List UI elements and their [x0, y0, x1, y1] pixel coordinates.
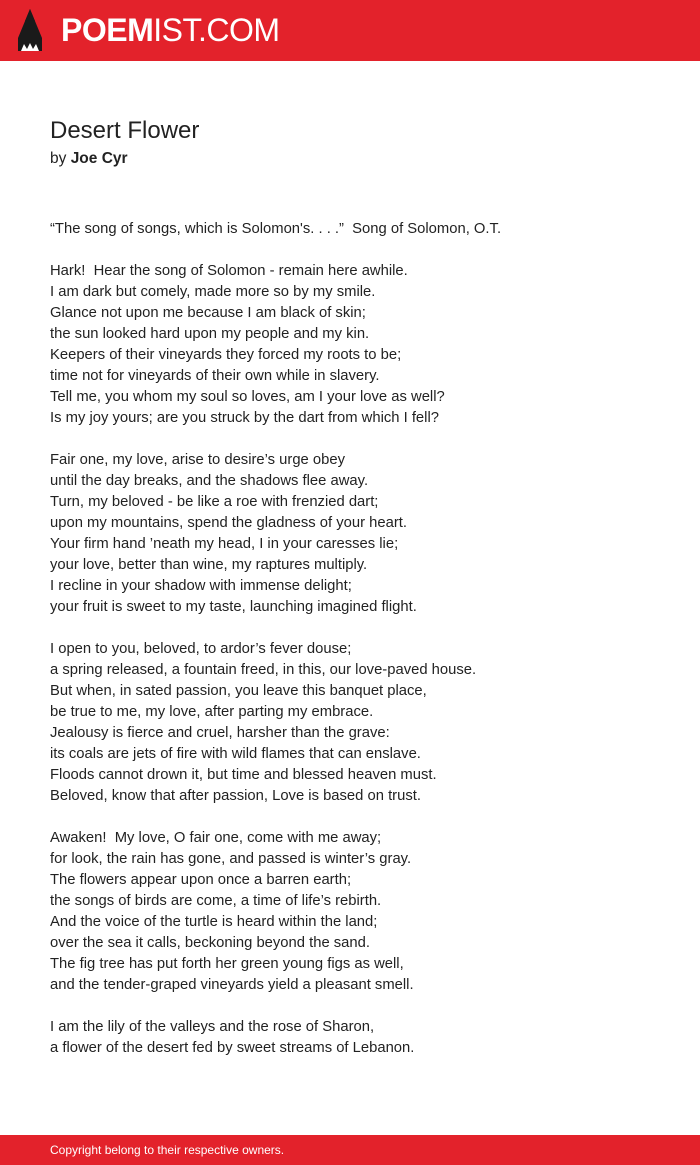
poem-line: Hark! Hear the song of Solomon - remain here awhile.	[50, 263, 408, 279]
poem-line: be true to me, my love, after parting my embrace.	[50, 704, 374, 720]
poem-line: a spring released, a fountain freed, in this, our love-paved house.	[50, 662, 477, 678]
poem-line: Your firm hand ’neath my head, I in your caresses lie;	[50, 536, 399, 552]
site-logo[interactable]	[61, 11, 280, 49]
poem-stanza	[50, 639, 670, 807]
poem-line: time not for vineyards of their own while in slavery.	[50, 368, 380, 384]
poem-line: Tell me, you whom my soul so loves, am I your love as well?	[50, 389, 445, 405]
poem-line: until the day breaks, and the shadows flee away.	[50, 473, 369, 489]
poem-line: Keepers of their vineyards they forced my roots to be;	[50, 347, 402, 363]
poem-line: Jealousy is fierce and cruel, harsher than the grave:	[50, 725, 390, 741]
poem-line: its coals are jets of fire with wild flames that can enslave.	[50, 746, 421, 762]
byline-prefix: by	[50, 150, 67, 167]
poem-line: your love, better than wine, my raptures multiply.	[50, 557, 368, 573]
poem-line: I open to you, beloved, to ardor’s fever douse;	[50, 641, 352, 657]
poem-line: Floods cannot drown it, but time and blessed heaven must.	[50, 767, 437, 783]
poem-line: I am the lily of the valleys and the rose of Sharon,	[50, 1019, 375, 1035]
poem-line: But when, in sated passion, you leave this banquet place,	[50, 683, 427, 699]
poem-line: upon my mountains, spend the gladness of your heart.	[50, 515, 407, 531]
poem-stanza	[50, 450, 670, 618]
poem-line: Beloved, know that after passion, Love is based on trust.	[50, 788, 421, 804]
poem-line: The flowers appear upon once a barren earth;	[50, 872, 352, 888]
poem-line: Fair one, my love, arise to desire’s urge obey	[50, 452, 345, 468]
poem-line: over the sea it calls, beckoning beyond the sand.	[50, 935, 370, 951]
poem-line: And the voice of the turtle is heard within the land;	[50, 914, 378, 930]
poem-line: your fruit is sweet to my taste, launching imagined flight.	[50, 599, 417, 615]
poem-title: Desert Flower	[50, 117, 200, 144]
poem-line: The fig tree has put forth her green young figs as well,	[50, 956, 404, 972]
poem-line: and the tender-graped vineyards yield a pleasant smell.	[50, 977, 414, 993]
pencil-logo-icon[interactable]	[17, 8, 43, 52]
poem-line: the songs of birds are come, a time of life’s rebirth.	[50, 893, 382, 909]
copyright-notice: Copyright belong to their respective owners.	[50, 1143, 285, 1157]
site-footer	[0, 1135, 700, 1165]
author-name: Joe Cyr	[70, 150, 128, 167]
poem-stanza	[50, 828, 670, 996]
poem-line: a flower of the desert fed by sweet streams of Lebanon.	[50, 1040, 415, 1056]
poem-stanza	[50, 261, 670, 429]
poem-line: I am dark but comely, made more so by my smile.	[50, 284, 376, 300]
poem-line: for look, the rain has gone, and passed is winter’s gray.	[50, 851, 412, 867]
site-header	[0, 0, 700, 61]
poem-body	[50, 219, 670, 1080]
poem-stanza	[50, 1017, 670, 1059]
poem-line: Glance not upon me because I am black of skin;	[50, 305, 366, 321]
brand-name-bold: POEM	[61, 12, 154, 48]
byline	[50, 149, 128, 169]
poem-line: the sun looked hard upon my people and my kin.	[50, 326, 370, 342]
poem-line: Awaken! My love, O fair one, come with me away;	[50, 830, 382, 846]
brand-name-light: IST.COM	[153, 12, 280, 48]
poem-line: Turn, my beloved - be like a roe with frenzied dart;	[50, 494, 379, 510]
poem-line: “The song of songs, which is Solomon's. . . .” Song of Solomon, O.T.	[50, 221, 502, 237]
poem-line: I recline in your shadow with immense delight;	[50, 578, 352, 594]
poem-stanza	[50, 219, 670, 240]
poem-line: Is my joy yours; are you struck by the dart from which I fell?	[50, 410, 439, 426]
